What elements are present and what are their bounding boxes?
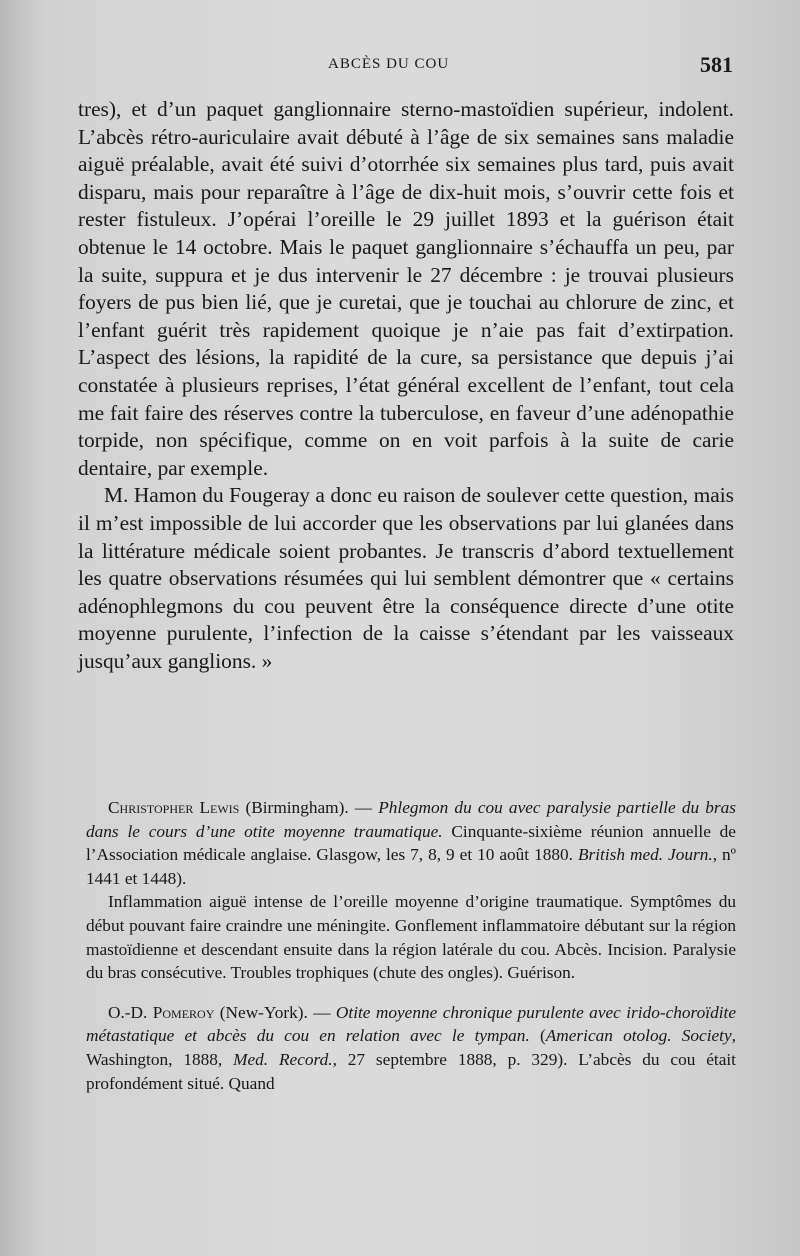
paragraph-continuation: tres), et d’un paquet ganglionnaire sterno-mastoïdien supérieur, indolent. L’abcès rétro-auriculaire avait débuté à l’âge de six semaines sans maladie aiguë préalable, avait été suivi d’otorrhée six semaines plus tard, puis avait disparu, mais pour reparaître à l’âge de dix-huit mois, s’ouvrir cette fois et rester fistuleux. J’opérai l’oreille le 29 juillet 1893 et la guérison était obtenue le 14 octobre. Mais le paquet ganglionnaire s’échauffa un peu, par la suite, suppura et je dus intervenir le 27 décembre : je trouvai plusieurs foyers de pus bien lié, que je curetai, que je touchai au chlorure de zinc, et l’enfant guérit très rapidement quoique je n’aie pas fait d’extirpation. L’aspect des lésions, la rapidité de la cure, sa persistance que depuis j’ai constatée à plusieurs reprises, l’état général excellent de l’enfant, tout cela me fait faire des réserves contre la tuberculose, en faveur d’une adénopathie torpide, non spécifique, comme on en voit parfois à la suite de carie dentaire, par exemple.: [78, 97, 734, 480]
ref-source: , Washington, 1888,: [86, 1026, 736, 1069]
running-title: ABCÈS DU COU: [328, 56, 450, 72]
ref-paren: (: [529, 1026, 546, 1046]
ref-author: O.-D. Pomeroy: [108, 1002, 215, 1022]
reference-pomeroy: [86, 1001, 736, 1095]
ref-place: (New-York). —: [214, 1002, 336, 1022]
ref-place: (Birmingham). —: [239, 798, 379, 817]
reference-lewis: [86, 796, 736, 890]
page-header: [78, 52, 733, 80]
ref-title: Phlegmon du cou avec paralysie partielle du bras dans le cours d’une otite moyenne traumatique.: [86, 798, 736, 841]
page-number: 581: [700, 52, 733, 77]
reference-lewis-summary: Inflammation aiguë intense de l’oreille moyenne d’origine traumatique. Symptômes du début pouvant faire craindre une méningite. Gonflement inflammatoire débutant sur la région mastoïdienne et descendant ensuite dans la région latérale du cou. Abcès. Incision. Paralysie du bras consécutive. Troubles trophiques (chute des ongles). Guérison.: [86, 892, 736, 983]
paragraph-hamon: M. Hamon du Fougeray a donc eu raison de soulever cette question, mais il m’est impossible de lui accorder que les observations par lui glanées dans la littérature médicale soient probantes. Je transcris d’abord textuellement les quatre observations résumées qui lui semblent démontrer que « certains adénophlegmons du cou peuvent être la conséquence directe d’une otite moyenne purulente, l’infection de la caisse s’étendant par les vaisseaux jusqu’aux ganglions. »: [78, 483, 734, 673]
ref-journal: British med. Journ.: [577, 845, 713, 865]
ref-source-end: , nº 1441 et 1448).: [86, 845, 736, 888]
ref-journal: Med. Record.: [233, 1049, 333, 1069]
ref-source-end: , 27 septembre 1888, p. 329). L’abcès du cou était profondément situé. Quand: [86, 1049, 736, 1093]
ref-author: Christopher Lewis: [108, 798, 240, 817]
references-section: [86, 796, 736, 1095]
main-text: [78, 96, 734, 675]
ref-journal: American otolog. Society: [545, 1026, 732, 1046]
ref-title: Otite moyenne chronique purulente avec irido-choroïdite métastatique et abcès du cou en relation avec le tympan.: [86, 1002, 736, 1046]
ref-source: Cinquante-sixième réunion annuelle de l’Association médicale anglaise. Glasgow, les 7, 8, 9 et 10 août 1880.: [86, 821, 736, 865]
